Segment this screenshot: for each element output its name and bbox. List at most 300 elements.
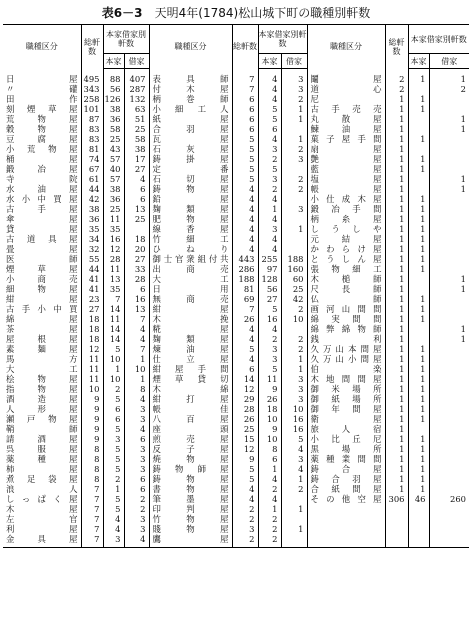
own-count: 1 (408, 454, 429, 464)
total-count: 9 (232, 454, 258, 464)
total-count: 15 (232, 434, 258, 444)
total-count: 5 (232, 174, 258, 184)
own-count (408, 174, 429, 184)
total-count: 1 (385, 404, 408, 414)
total-count: 1 (385, 174, 408, 184)
rent-count: 4 (124, 424, 149, 434)
occupation-name: 薬種業間間 (307, 454, 385, 464)
occupation-name: 表具師 (149, 69, 232, 85)
rent-count (429, 194, 469, 204)
table-row (3, 454, 469, 464)
table-row (3, 214, 469, 224)
total-count: 5 (232, 474, 258, 484)
rent-count: 1 (281, 114, 307, 124)
own-count: 5 (103, 454, 124, 464)
total-count: 7 (81, 524, 103, 534)
total-count: 8 (81, 474, 103, 484)
total-count: 1 (385, 294, 408, 304)
occupation-name: 小商売 (6, 274, 78, 284)
rent-count: 2 (281, 334, 307, 344)
occupation-name: 紺屋手間 (149, 364, 232, 374)
rent-count: 1 (429, 114, 469, 124)
occupation-name: 藍屋 (307, 164, 385, 174)
table-row (3, 354, 469, 364)
rent-count: 3 (281, 204, 307, 214)
total-count: 1 (385, 474, 408, 484)
occupation-name: 糀屋 (149, 324, 232, 334)
own-count: 2 (258, 524, 281, 534)
table-row (3, 194, 469, 204)
own-count: 2 (258, 534, 281, 548)
occupation-name: 田作 (6, 94, 78, 104)
own-count: 2 (258, 514, 281, 524)
rent-count: 1 (281, 354, 307, 364)
occupation-name (307, 534, 385, 548)
rent-count (429, 244, 469, 254)
rent-count (429, 254, 469, 264)
own-count (408, 274, 429, 284)
own-count: 36 (103, 194, 124, 204)
header-category-1: 職種区分 (3, 25, 81, 69)
total-count: 5 (232, 144, 258, 154)
table-row (3, 534, 469, 548)
own-count: 5 (258, 164, 281, 174)
total-count: 1 (385, 114, 408, 124)
occupation-name: 鋳合羽屋 (307, 474, 385, 484)
own-count (408, 284, 429, 294)
total-count: 2 (385, 84, 408, 94)
table-row (3, 294, 469, 304)
total-count: 38 (81, 204, 103, 214)
total-count: 1 (385, 384, 408, 394)
rent-count: 1 (124, 374, 149, 384)
rent-count: 2 (281, 94, 307, 104)
total-count: 4 (232, 334, 258, 344)
occupation-name: 帳屋 (307, 184, 385, 194)
occupation-name: 瀬戸物屋 (6, 414, 78, 424)
occupation-name: 利屋 (6, 524, 78, 534)
own-count: 3 (258, 224, 281, 234)
occupation-name: 鋳物屋 (149, 474, 232, 484)
rent-count: 2 (124, 504, 149, 514)
rent-count (281, 244, 307, 254)
occupation-name: 畳屋 (6, 244, 78, 254)
own-count: 56 (103, 84, 124, 94)
occupation-name: 画河山間間 (307, 304, 385, 314)
own-count: 3 (258, 344, 281, 354)
occupation-name: 出商売 (149, 264, 232, 274)
rent-count: 2 (281, 344, 307, 354)
total-count: 7 (81, 484, 103, 494)
occupation-name: 丸散屋 (307, 114, 385, 124)
table-row (3, 244, 469, 254)
occupation-name: 金具屋 (3, 534, 81, 548)
own-count: 38 (103, 184, 124, 194)
occupation-name: 日用 (149, 284, 232, 294)
own-count: 1 (408, 244, 429, 254)
total-count: 4 (232, 484, 258, 494)
occupation-name: 竹物屋 (149, 514, 232, 524)
occupation-name: 御士官衆組付共 (149, 254, 232, 264)
rent-count: 3 (281, 84, 307, 94)
rent-count: 3 (124, 464, 149, 474)
rent-count (429, 234, 469, 244)
own-count: 38 (103, 104, 124, 114)
rent-count: 3 (124, 514, 149, 524)
occupation-name: 煙草屋 (6, 264, 78, 274)
total-count: 36 (81, 214, 103, 224)
own-count: 88 (103, 69, 124, 85)
rent-count (429, 374, 469, 384)
table-row (3, 344, 469, 354)
table-row (3, 324, 469, 334)
rent-count (429, 154, 469, 164)
own-count: 4 (258, 134, 281, 144)
own-count: 3 (103, 434, 124, 444)
occupation-name: 豆腐屋 (6, 134, 78, 144)
table-row (3, 314, 469, 324)
occupation-name: 薬種屋 (6, 454, 78, 464)
occupation-name: 細物屋 (6, 284, 78, 294)
table-row (3, 224, 469, 234)
rent-count: 3 (281, 384, 307, 394)
total-count: 1 (385, 344, 408, 354)
total-count: 4 (232, 234, 258, 244)
rent-count (281, 324, 307, 334)
own-count: 3 (258, 174, 281, 184)
rent-count: 1 (429, 284, 469, 294)
own-count: 4 (258, 494, 281, 504)
table-row (3, 114, 469, 124)
rent-count: 3 (124, 524, 149, 534)
table-row (3, 404, 469, 414)
total-count (385, 534, 408, 548)
occupation-name: 古手売売 (307, 104, 385, 114)
own-count: 97 (258, 264, 281, 274)
rent-count: 25 (281, 284, 307, 294)
occupation-name: 煉油屋 (149, 344, 232, 354)
total-count: 1 (385, 244, 408, 254)
occupation-name: 鋳合屋 (307, 464, 385, 474)
occupation-name: 尺長師 (307, 284, 385, 294)
rent-count: 407 (124, 69, 149, 85)
own-count (408, 84, 429, 94)
total-count: 44 (81, 184, 103, 194)
rent-count: 3 (124, 454, 149, 464)
own-count: 4 (258, 244, 281, 254)
total-count: 18 (81, 314, 103, 324)
own-count: 4 (103, 514, 124, 524)
rent-count (429, 134, 469, 144)
occupation-name: 麹類屋 (149, 334, 232, 344)
occupation-name: 反子屋 (149, 444, 232, 454)
rent-count: 3 (281, 154, 307, 164)
own-count: 3 (103, 534, 124, 548)
rent-count: 7 (124, 344, 149, 354)
table-row (3, 174, 469, 184)
occupation-name: 医師 (6, 254, 78, 264)
total-count: 9 (81, 394, 103, 404)
occupation-name: 小細工人 (149, 104, 232, 114)
total-count: 6 (232, 114, 258, 124)
rent-count (429, 164, 469, 174)
own-count: 10 (103, 374, 124, 384)
occupation-name: 紙屋 (149, 114, 232, 124)
occupation-name: 傘屋 (6, 214, 78, 224)
rent-count: 1 (429, 69, 469, 85)
occupation-name: 鋳物屋 (149, 184, 232, 194)
occupation-name: 道心 (307, 84, 385, 94)
own-count: 5 (258, 364, 281, 374)
own-count: 4 (258, 84, 281, 94)
occupation-name: 酒造屋 (6, 394, 78, 404)
rent-count (429, 434, 469, 444)
rent-count (281, 124, 307, 134)
occupation-name: 請酒屋 (6, 434, 78, 444)
own-count (408, 524, 429, 534)
occupation-name: 張物細工 (307, 264, 385, 274)
total-count: 8 (81, 454, 103, 464)
total-count: 11 (81, 374, 103, 384)
occupation-name: しうしや (307, 224, 385, 234)
total-count: 55 (81, 254, 103, 264)
rent-count (429, 204, 469, 214)
own-count: 9 (258, 424, 281, 434)
own-count: 2 (258, 154, 281, 164)
occupation-name: 桶屋 (6, 154, 78, 164)
own-count: 14 (103, 334, 124, 344)
own-count: 1 (408, 354, 429, 364)
occupation-name: 合紙間屋 (307, 484, 385, 494)
own-count: 27 (258, 294, 281, 304)
total-count: 26 (232, 314, 258, 324)
occupation-name: その他空屋 (307, 494, 385, 504)
rent-count: 10 (281, 314, 307, 324)
rent-count (429, 414, 469, 424)
total-count: 1 (385, 464, 408, 474)
own-count: 57 (103, 174, 124, 184)
own-count (408, 534, 429, 548)
total-count: 9 (81, 434, 103, 444)
table-row (3, 184, 469, 194)
rent-count: 6 (124, 474, 149, 484)
rent-count (281, 494, 307, 504)
header-rent-1: 借家 (124, 54, 149, 69)
table-row (3, 154, 469, 164)
rent-count: 33 (124, 264, 149, 274)
total-count: 1 (385, 394, 408, 404)
total-count: 1 (385, 314, 408, 324)
rent-count (429, 314, 469, 324)
total-count: 1 (385, 184, 408, 194)
rent-count (429, 354, 469, 364)
occupation-name: 仏師 (307, 294, 385, 304)
occupation-name: 紺屋 (6, 294, 78, 304)
total-count: 69 (232, 294, 258, 304)
own-count: 5 (103, 424, 124, 434)
total-count: 4 (232, 244, 258, 254)
occupation-name: 石灰屋 (149, 144, 232, 154)
occupation-name: 木挽 (149, 314, 232, 324)
own-count: 5 (258, 104, 281, 114)
own-count: 1 (408, 194, 429, 204)
occupation-name: 屋根屋 (6, 334, 78, 344)
occupation-name: 穀物屋 (6, 124, 78, 134)
rent-count: 18 (124, 234, 149, 244)
occupation-name: 綿弊綿物師 (307, 324, 385, 334)
rent-count: 8 (124, 384, 149, 394)
own-count: 1 (258, 204, 281, 214)
total-count: 2 (232, 514, 258, 524)
rent-count (429, 474, 469, 484)
total-count: 4 (232, 324, 258, 334)
own-count: 11 (103, 264, 124, 274)
total-count: 4 (232, 214, 258, 224)
total-count: 1 (385, 234, 408, 244)
table-row (3, 474, 469, 484)
rent-count: 1 (429, 124, 469, 134)
total-count: 83 (81, 134, 103, 144)
own-count: 14 (103, 324, 124, 334)
rent-count: 1 (281, 224, 307, 234)
own-count: 128 (258, 274, 281, 284)
rent-count (429, 144, 469, 154)
total-count: 12 (232, 444, 258, 454)
table-row (3, 414, 469, 424)
rent-count (429, 364, 469, 374)
rent-count: 3 (124, 444, 149, 454)
table-row (3, 94, 469, 104)
own-count (408, 334, 429, 344)
total-count: 25 (232, 424, 258, 434)
occupation-name: 柄巻師 (149, 94, 232, 104)
own-count: 35 (103, 224, 124, 234)
occupation-name: 艶屋 (307, 154, 385, 164)
own-count: 1 (408, 464, 429, 474)
own-count: 1 (408, 484, 429, 494)
rent-count (281, 164, 307, 174)
occupation-name: 銭利 (307, 334, 385, 344)
own-count (408, 324, 429, 334)
total-count: 1 (385, 194, 408, 204)
total-count: 7 (232, 304, 258, 314)
total-count: 12 (232, 384, 258, 394)
own-count: 16 (103, 234, 124, 244)
table-body (3, 69, 469, 548)
rent-count: 58 (124, 134, 149, 144)
own-count: 1 (408, 374, 429, 384)
occupation-name: とうしん屋 (307, 254, 385, 264)
own-count: 1 (408, 304, 429, 314)
total-count: 1 (385, 94, 408, 104)
occupation-name: 紺打屋 (149, 394, 232, 404)
total-count: 5 (232, 164, 258, 174)
own-count: 4 (258, 474, 281, 484)
occupation-name: 賤物屋 (149, 524, 232, 534)
occupation-name: 塩屋 (307, 174, 385, 184)
table-row (3, 164, 469, 174)
total-count: 1 (385, 484, 408, 494)
occupation-name: 指物屋 (6, 384, 78, 394)
own-count: 1 (408, 264, 429, 274)
own-count: 46 (408, 494, 429, 504)
own-count: 4 (258, 234, 281, 244)
rent-count (281, 194, 307, 204)
occupation-name: 木綿 (149, 384, 232, 394)
occupation-name: 馬方 (6, 354, 78, 364)
own-count: 1 (408, 394, 429, 404)
total-count: 6 (232, 124, 258, 134)
rent-count: 4 (124, 334, 149, 344)
total-count: 1 (385, 224, 408, 234)
occupation-name: 日屋 (6, 73, 78, 84)
rent-count: 1 (429, 174, 469, 184)
occupation-name: 呉服屋 (6, 444, 78, 454)
table-row (3, 104, 469, 114)
occupation-name: 柄糸屋 (307, 214, 385, 224)
rent-count: 2 (281, 184, 307, 194)
occupation-name: 印判屋 (149, 504, 232, 514)
rent-count: 60 (281, 274, 307, 284)
total-count: 1 (385, 164, 408, 174)
rent-count: 1 (281, 524, 307, 534)
table-row (3, 284, 469, 294)
rent-count: 6 (124, 484, 149, 494)
rent-count: 2 (124, 494, 149, 504)
own-count: 4 (258, 69, 281, 85)
own-count: 11 (103, 314, 124, 324)
total-count: 32 (81, 244, 103, 254)
occupation-name: 桧物屋 (6, 374, 78, 384)
rent-count: 1 (124, 354, 149, 364)
occupation-name: 仕立屋 (149, 354, 232, 364)
rent-count: 4 (124, 394, 149, 404)
table-row (3, 124, 469, 134)
total-count: 23 (81, 294, 103, 304)
total-count: 5 (232, 154, 258, 164)
occupation-name: 焼物屋 (149, 454, 232, 464)
rent-count: 2 (281, 144, 307, 154)
rent-count: 2 (281, 174, 307, 184)
rent-count: 1 (281, 474, 307, 484)
occupation-name: 鍛冶手間 (307, 204, 385, 214)
occupation-name: 人形屋 (6, 404, 78, 414)
total-count: 7 (232, 69, 258, 85)
header-total-2: 総軒数 (232, 25, 258, 69)
occupation-name: 筆墨屋 (149, 494, 232, 504)
own-count: 1 (408, 104, 429, 114)
own-count: 6 (258, 454, 281, 464)
header-detail-1: 本家借家別軒数 (103, 25, 149, 54)
rent-count: 16 (281, 414, 307, 424)
total-count: 1 (385, 424, 408, 434)
total-count: 27 (81, 304, 103, 314)
own-count: 7 (103, 294, 124, 304)
rent-count: 7 (124, 314, 149, 324)
rent-count: 10 (281, 404, 307, 414)
own-count: 5 (103, 504, 124, 514)
occupation-name: ひねり (149, 244, 232, 254)
rent-count: 25 (124, 124, 149, 134)
rent-count: 4 (281, 444, 307, 454)
own-count: 1 (408, 134, 429, 144)
rent-count: 25 (124, 214, 149, 224)
table-row (3, 434, 469, 444)
total-count: 9 (81, 424, 103, 434)
occupation-name: 麹類屋 (149, 204, 232, 214)
total-count: 1 (385, 304, 408, 314)
total-count: 1 (385, 324, 408, 334)
